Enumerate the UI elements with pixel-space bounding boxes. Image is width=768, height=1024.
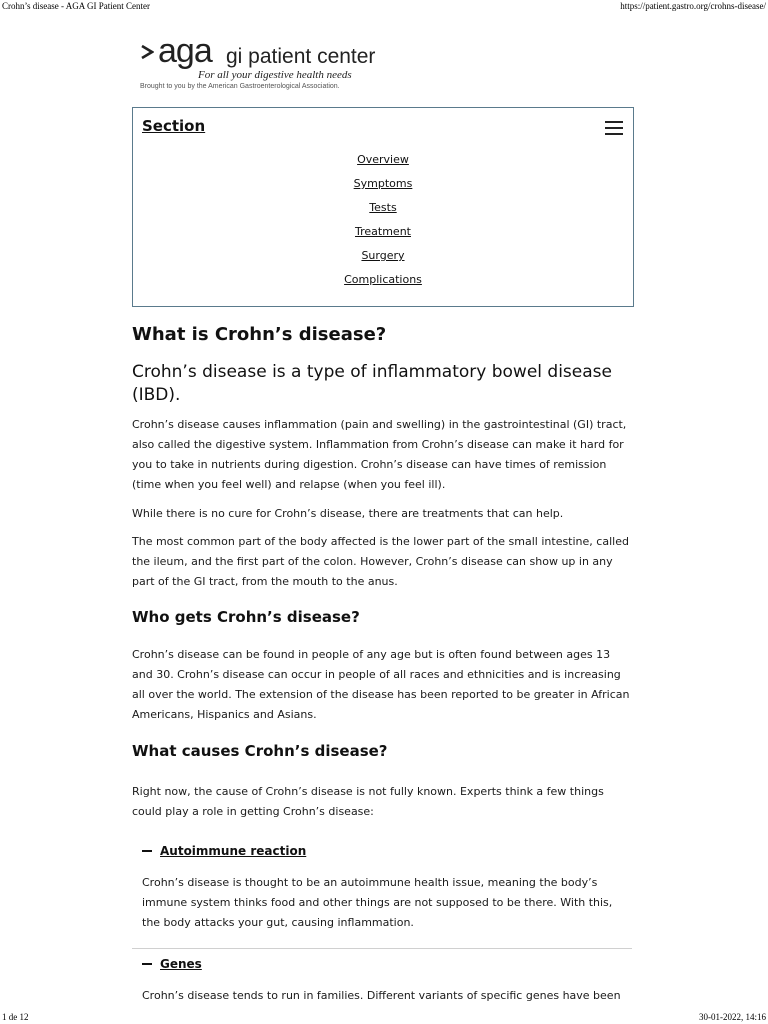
- logo-brought-by: Brought to you by the American Gastroenterological Association.: [140, 83, 340, 90]
- accordion-item-autoimmune: [132, 840, 632, 933]
- section-link-treatment[interactable]: Treatment: [355, 225, 411, 238]
- print-page-number: 1 de 12: [2, 1012, 29, 1022]
- print-page-url: https://patient.gastro.org/crohns-disease/: [620, 1, 766, 11]
- accordion-label-autoimmune: Autoimmune reaction: [160, 844, 307, 858]
- accordion-body-autoimmune: Crohn’s disease is thought to be an autoimmune health issue, meaning the body’s immune system thinks food and other things are not supposed to be there. With this, the body attacks your gut, causing inflammation.: [142, 876, 613, 929]
- accordion-toggle-genes[interactable]: [132, 953, 632, 975]
- article-content: [132, 323, 632, 1006]
- paragraph-who-gets: Crohn’s disease can be found in people of any age but is often found between ages 13 and 30. Crohn’s disease can occur in people of all races and ethnicities and is increasing all over the world. The extension of the disease has been reported to be greater in African Americans, Hispanics and Asians.: [132, 648, 630, 721]
- paragraph-no-cure: While there is no cure for Crohn’s disease, there are treatments that can help.: [132, 507, 564, 520]
- section-link-tests[interactable]: Tests: [369, 201, 397, 214]
- minus-icon: [142, 963, 152, 965]
- logo-tagline: For all your digestive health needs: [198, 69, 352, 81]
- lead-paragraph: Crohn’s disease is a type of inflammatory bowel disease (IBD).: [132, 362, 612, 405]
- page-title: What is Crohn’s disease?: [132, 324, 387, 345]
- play-arrow-icon: [140, 44, 154, 60]
- heading-what-causes: What causes Crohn’s disease?: [132, 742, 388, 760]
- minus-icon: [142, 850, 152, 852]
- section-nav: [132, 107, 634, 307]
- section-link-symptoms[interactable]: Symptoms: [353, 177, 413, 190]
- accordion-item-genes: [132, 953, 632, 1006]
- accordion-label-genes: Genes: [160, 957, 202, 971]
- print-footer: [0, 1010, 768, 1024]
- print-header: [0, 0, 768, 14]
- section-nav-links: [133, 153, 633, 297]
- accordion-body-genes: Crohn’s disease tends to run in families. Different variants of specific genes have been: [142, 989, 621, 1002]
- logo-gi-text: gi patient center: [226, 45, 376, 68]
- site-logo[interactable]: [140, 32, 400, 96]
- logo-aga-text: aga: [158, 32, 212, 70]
- accordion-toggle-autoimmune[interactable]: [132, 840, 632, 862]
- paragraph-what-causes: Right now, the cause of Crohn’s disease is not fully known. Experts think a few things could play a role in getting Crohn’s disease:: [132, 785, 604, 818]
- accordion-divider: [132, 948, 632, 949]
- menu-icon[interactable]: [605, 121, 623, 135]
- print-page-title: Crohn’s disease - AGA GI Patient Center: [2, 1, 150, 11]
- heading-who-gets: Who gets Crohn’s disease?: [132, 608, 360, 626]
- section-link-complications[interactable]: Complications: [344, 273, 422, 286]
- paragraph-inflammation: Crohn’s disease causes inflammation (pain and swelling) in the gastrointestinal (GI) tract, also called the digestive system. Inflammation from Crohn’s disease can make it hard for you to take in nutrients during digestion. Crohn’s disease can have times of remission (time when you feel well) and relapse (when you feel ill).: [132, 418, 627, 491]
- section-nav-title: Section: [142, 117, 206, 135]
- section-link-surgery[interactable]: Surgery: [361, 249, 405, 262]
- section-link-overview[interactable]: Overview: [357, 153, 409, 166]
- print-datetime: 30-01-2022, 14:16: [699, 1012, 766, 1022]
- paragraph-common-part: The most common part of the body affected is the lower part of the small intestine, called the ileum, and the first part of the colon. However, Crohn’s disease can show up in any part of the GI tract, from the mouth to the anus.: [132, 535, 629, 588]
